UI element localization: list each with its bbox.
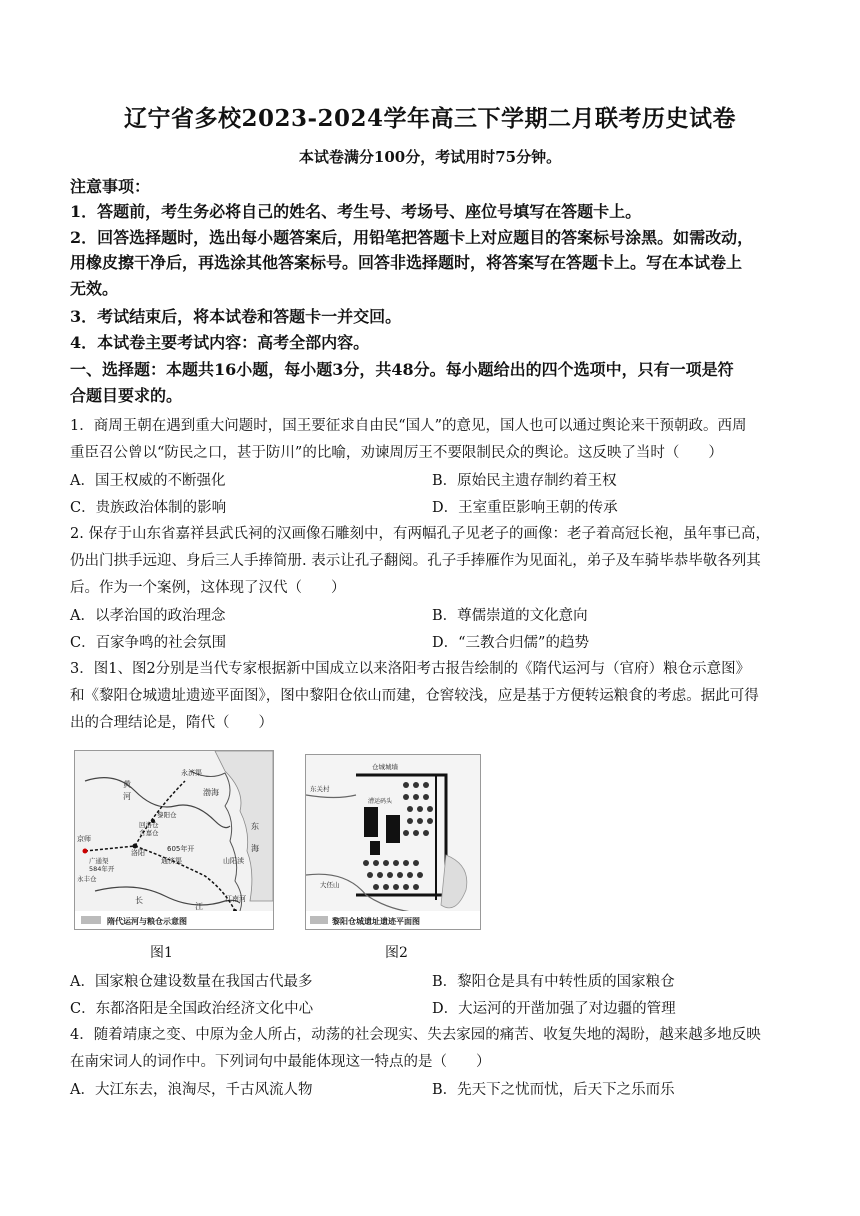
question-1-option-c: C．贵族政治体制的影响 xyxy=(70,500,227,516)
notice-line: 用橡皮擦干净后，再选涂其他答案标号。回答非选择题时，将答案写在答题卡上。写在本试卷上 xyxy=(70,253,743,272)
exam-subtitle: 本试卷满分100分，考试用时75分钟。 xyxy=(298,148,562,166)
plan-label: 仓城城墙 xyxy=(372,763,398,771)
figure-1-canal-map xyxy=(74,750,274,930)
granary-plan-graphic xyxy=(306,755,480,929)
map-label: 605年开 xyxy=(167,845,195,853)
map-label: 渤海 xyxy=(203,788,219,797)
question-2-stem: 2. 保存于山东省嘉祥县武氏祠的汉画像石雕刻中，有两幅孔子见老子的画像：老子着高冠长袍，虽年事已高， xyxy=(70,526,770,542)
question-2-stem: 仍出门拱手远迎、身后三人手捧简册. 表示让孔子翻阅。孔子手捧雁作为见面礼，弟子及车骑毕恭毕敬各列其 xyxy=(70,553,761,569)
question-4-stem: 在南宋词人的词作中。下列词句中最能体现这一特点的是（ ） xyxy=(70,1054,491,1070)
figure-2-inner-caption: 黎阳仓城遗址遗迹平面图 xyxy=(332,917,420,926)
question-3-option-b: B．黎阳仓是具有中转性质的国家粮仓 xyxy=(432,974,675,990)
map-label: 京师 xyxy=(77,835,91,843)
notice-line: 1．答题前，考生务必将自己的姓名、考生号、考场号、座位号填写在答题卡上。 xyxy=(70,202,642,221)
question-3-option-d: D．大运河的开凿加强了对边疆的管理 xyxy=(432,1001,676,1017)
map-label: 江南河 xyxy=(225,895,246,903)
map-label: 东 xyxy=(251,822,259,831)
notice-heading: 注意事项： xyxy=(70,177,151,196)
question-1-stem: 重臣召公曾以“防民之口，甚于防川”的比喻，劝谏周厉王不要限制民众的舆论。这反映了当时（ ） xyxy=(70,445,723,461)
map-label: 通济渠 xyxy=(161,857,182,865)
figure-2-granary-plan xyxy=(305,754,481,930)
question-4-stem: 4．随着靖康之变、中原为金人所占，动荡的社会现实、失去家园的痛苦、收复失地的渴盼，越来越多地反映 xyxy=(70,1027,761,1043)
map-label: 584年开 xyxy=(89,865,115,873)
question-2-option-b: B．尊儒崇道的文化意向 xyxy=(432,608,588,624)
figure-1-inner-caption: 隋代运河与粮仓示意图 xyxy=(107,917,187,926)
canal-map-graphic xyxy=(75,751,273,929)
map-label: 黄 xyxy=(123,780,131,789)
map-label: 山阳渎 xyxy=(223,857,244,865)
notice-line: 3．考试结束后，将本试卷和答题卡一并交回。 xyxy=(70,307,402,326)
question-2-option-a: A．以孝治国的政治理念 xyxy=(70,608,226,624)
question-1-option-a: A．国王权威的不断强化 xyxy=(70,473,226,489)
map-label: 海 xyxy=(251,844,259,853)
figure-1-caption: 图1 xyxy=(150,945,173,961)
map-label: 含嘉仓 xyxy=(139,829,159,837)
notice-line: 4．本试卷主要考试内容：高考全部内容。 xyxy=(70,333,370,352)
map-label: 永丰仓 xyxy=(77,875,97,883)
notice-line: 无效。 xyxy=(70,279,119,298)
section-heading: 合题目要求的。 xyxy=(70,386,183,405)
question-1-stem: 1．商周王朝在遇到重大问题时，国王要征求自由民“国人”的意见，国人也可以通过舆论来干预朝政。西周 xyxy=(70,418,747,434)
figure-2-caption: 图2 xyxy=(385,945,408,961)
question-2-option-d: D．“三教合归儒”的趋势 xyxy=(432,635,589,651)
question-3-stem: 3．图1、图2分别是当代专家根据新中国成立以来洛阳考古报告绘制的《隋代运河与（官府）粮仓示意图》 xyxy=(70,661,751,677)
question-4-option-b: B．先天下之忧而忧，后天下之乐而乐 xyxy=(432,1082,675,1098)
map-label: 黎阳仓 xyxy=(157,811,177,819)
plan-label: 东关村 xyxy=(310,785,330,793)
map-label: 洛阳 xyxy=(131,849,145,857)
question-3-option-c: C．东都洛阳是全国政治经济文化中心 xyxy=(70,1001,314,1017)
map-label: 河 xyxy=(123,792,131,801)
map-label: 长 xyxy=(135,896,143,905)
question-4-option-a: A．大江东去，浪淘尽，千古风流人物 xyxy=(70,1082,313,1098)
question-2-option-c: C．百家争鸣的社会氛围 xyxy=(70,635,227,651)
map-label: 广通渠 xyxy=(89,857,109,865)
question-2-stem: 后。作为一个案例，这体现了汉代（ ） xyxy=(70,580,346,596)
section-heading: 一、选择题：本题共16小题，每小题3分，共48分。每小题给出的四个选项中，只有一项是符 xyxy=(70,360,734,379)
map-label: 永济渠 xyxy=(181,769,202,777)
notice-line: 2．回答选择题时，选出每小题答案后，用铅笔把答题卡上对应题目的答案标号涂黑。如需改动， xyxy=(70,228,754,247)
question-3-stem: 和《黎阳仓城遗址遗迹平面图》，图中黎阳仓依山而建，仓窖较浅，应是基于方便转运粮食的考虑。据此可得 xyxy=(70,688,759,704)
plan-label: 大伾山 xyxy=(320,881,340,889)
question-1-option-b: B．原始民主遗存制约着王权 xyxy=(432,473,617,489)
plan-label: 漕运码头 xyxy=(368,798,393,805)
question-3-option-a: A．国家粮仓建设数量在我国古代最多 xyxy=(70,974,313,990)
exam-title: 辽宁省多校2023-2024学年高三下学期二月联考历史试卷 xyxy=(123,105,737,132)
question-3-stem: 出的合理结论是，隋代（ ） xyxy=(70,715,273,731)
map-label: 回洛仓 xyxy=(139,821,159,829)
question-1-option-d: D．王室重臣影响王朝的传承 xyxy=(432,500,618,516)
map-label: 江 xyxy=(195,902,203,911)
